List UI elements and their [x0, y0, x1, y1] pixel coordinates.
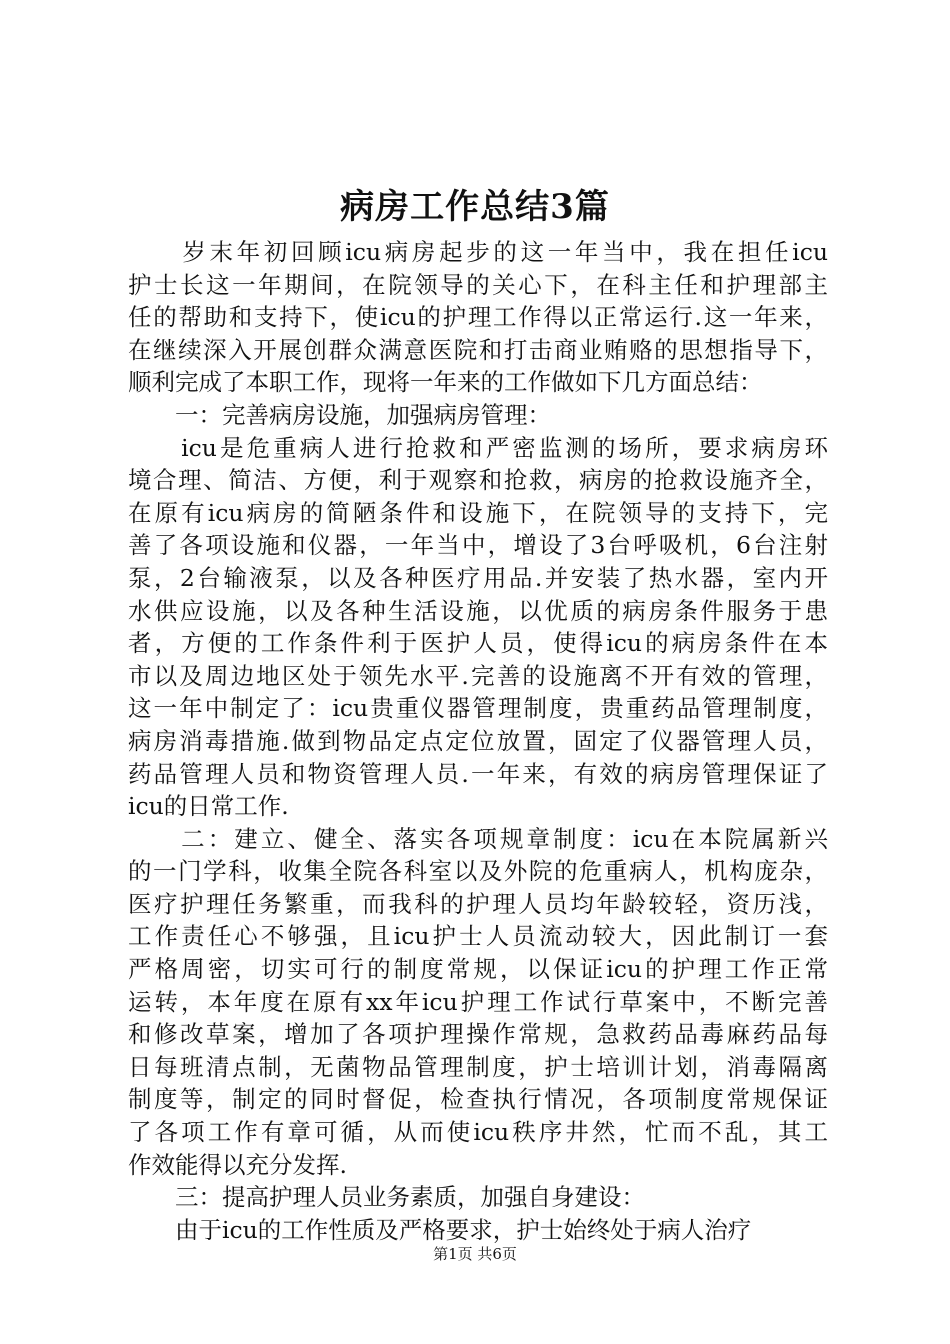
text-line: 境合理、简洁、方便，利于观察和抢救，病房的抢救设施齐全，: [128, 466, 828, 495]
text-line: 和修改草案，增加了各项护理操作常规，急救药品毒麻药品每: [128, 1020, 828, 1049]
text-line: 在继续深入开展创群众满意医院和打击商业贿赂的思想指导下，: [128, 335, 828, 364]
text-line: 水供应设施，以及各种生活设施，以优质的病房条件服务于患: [128, 596, 828, 625]
text-line: 运转，本年度在原有xx年icu护理工作试行草案中，不断完善: [128, 987, 828, 1016]
text-line: 岁末年初回顾icu病房起步的这一年当中，我在担任icu: [128, 238, 828, 266]
text-line: 泵，2台输液泵，以及各种医疗用品.并安装了热水器，室内开: [128, 563, 828, 592]
text-line: 了各项工作有章可循，从而使icu秩序井然，忙而不乱，其工: [128, 1118, 828, 1147]
text-line: 在原有icu病房的简陋条件和设施下，在院领导的支持下，完: [128, 498, 828, 527]
text-line: 这一年中制定了：icu贵重仪器管理制度，贵重药品管理制度，: [128, 694, 828, 723]
document-title: 病房工作总结3篇: [340, 187, 610, 227]
text-line: 市以及周边地区处于领先水平.完善的设施离不开有效的管理，: [128, 661, 828, 690]
text-line: 工作责任心不够强，且icu护士人员流动较大，因此制订一套: [128, 922, 828, 951]
text-line: 制度等，制定的同时督促，检查执行情况，各项制度常规保证: [128, 1085, 828, 1114]
text-line: 药品管理人员和物资管理人员.一年来，有效的病房管理保证了: [128, 759, 828, 788]
text-line: 严格周密，切实可行的制度常规，以保证icu的护理工作正常: [128, 955, 828, 984]
text-line: 善了各项设施和仪器，一年当中，增设了3台呼吸机，6台注射: [128, 531, 828, 560]
text-line: 护士长这一年期间，在院领导的关心下，在科主任和护理部主: [128, 270, 828, 299]
text-line: 者，方便的工作条件利于医护人员，使得icu的病房条件在本: [128, 629, 828, 658]
text-line: 任的帮助和支持下，使icu的护理工作得以正常运行.这一年来，: [128, 303, 828, 332]
section-heading: 一：完善病房设施，加强病房管理：: [128, 400, 551, 429]
text-line: 病房消毒措施.做到物品定点定位放置，固定了仪器管理人员，: [128, 726, 828, 755]
text-line: 顺利完成了本职工作，现将一年来的工作做如下几方面总结：: [128, 368, 763, 397]
text-line: 的一门学科，收集全院各科室以及外院的危重病人，机构庞杂，: [128, 857, 828, 886]
document-body: [128, 236, 828, 1246]
section-heading: 三：提高护理人员业务素质，加强自身建设：: [128, 1183, 645, 1212]
text-line: 日每班清点制，无菌物品管理制度，护士培训计划，消毒隔离: [128, 1052, 828, 1081]
text-line: 由于icu的工作性质及严格要求，护士始终处于病人治疗: [128, 1215, 752, 1244]
page-number: 第1页 共6页: [433, 1245, 517, 1263]
text-line: 作效能得以充分发挥.: [128, 1150, 347, 1179]
text-line: 医疗护理任务繁重，而我科的护理人员均年龄较轻，资历浅，: [128, 889, 828, 918]
text-line: icu是危重病人进行抢救和严密监测的场所，要求病房环: [128, 433, 828, 462]
text-line: icu的日常工作.: [128, 792, 289, 821]
section-heading: 二：建立、健全、落实各项规章制度：icu在本院属新兴: [128, 824, 828, 853]
